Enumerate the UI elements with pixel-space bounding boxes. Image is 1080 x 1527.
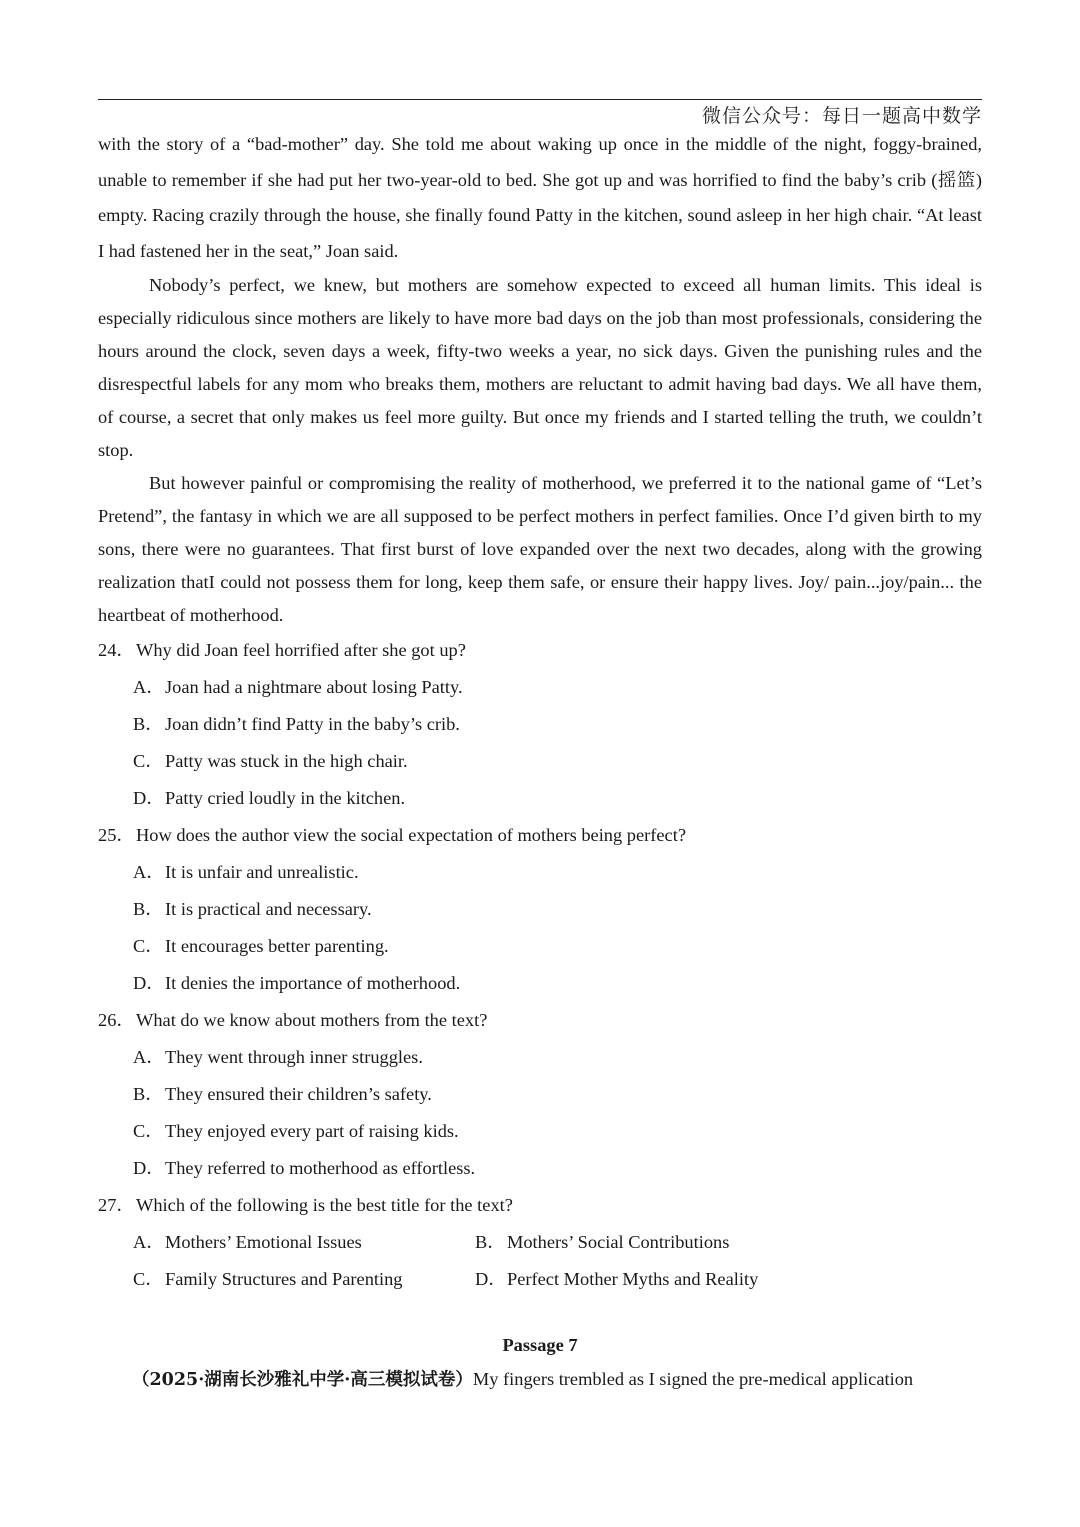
question-text: How does the author view the social expectation of mothers being perfect? xyxy=(136,825,686,845)
page-content xyxy=(98,127,982,1396)
option-text: Mothers’ Emotional Issues xyxy=(165,1232,362,1252)
option-text: They went through inner struggles. xyxy=(165,1047,423,1067)
option-c[interactable] xyxy=(133,1261,475,1298)
question-stem xyxy=(98,817,982,854)
passage-7-source: （2025·湖南长沙雅礼中学·高三模拟试卷） xyxy=(132,1370,473,1390)
header-source: 微信公众号：每日一题高中数学 xyxy=(701,105,982,127)
passage-7-title: Passage 7 xyxy=(502,1335,578,1355)
option-text: It is unfair and unrealistic. xyxy=(165,862,359,882)
question-text: Why did Joan feel horrified after she got up? xyxy=(136,640,466,660)
option-text: Joan had a nightmare about losing Patty. xyxy=(165,677,463,697)
option-letter: C． xyxy=(133,936,164,956)
option-row xyxy=(98,1261,982,1298)
option-letter: C． xyxy=(133,1269,164,1289)
option-c[interactable] xyxy=(98,928,982,965)
option-list xyxy=(98,1039,982,1187)
passage-7-first-line: My fingers trembled as I signed the pre-medical application xyxy=(472,1369,914,1389)
question-26 xyxy=(98,1002,982,1187)
option-text: Perfect Mother Myths and Reality xyxy=(507,1269,759,1289)
option-b[interactable] xyxy=(98,706,982,743)
option-a[interactable] xyxy=(98,854,982,891)
option-text: Joan didn’t find Patty in the baby’s crib. xyxy=(165,714,460,734)
option-letter: D． xyxy=(133,973,165,993)
question-stem xyxy=(98,1002,982,1039)
option-list xyxy=(98,669,982,817)
question-number: 27． xyxy=(98,1195,135,1215)
question-text: Which of the following is the best title for the text? xyxy=(136,1195,513,1215)
option-letter: B． xyxy=(475,1232,506,1252)
option-d[interactable] xyxy=(98,780,982,817)
question-stem xyxy=(98,1187,982,1224)
option-list xyxy=(98,854,982,1002)
option-text: Patty cried loudly in the kitchen. xyxy=(165,788,406,808)
option-letter: A． xyxy=(133,1232,165,1252)
option-d[interactable] xyxy=(475,1261,817,1298)
option-text: They referred to motherhood as effortless. xyxy=(165,1158,476,1178)
option-text: It is practical and necessary. xyxy=(165,899,372,919)
option-letter: B． xyxy=(133,899,164,919)
option-row xyxy=(98,1224,982,1261)
option-c[interactable] xyxy=(98,1113,982,1150)
option-text: Mothers’ Social Contributions xyxy=(507,1232,730,1252)
question-24 xyxy=(98,632,982,817)
option-letter: A． xyxy=(133,862,165,882)
passage-paragraph-3: But however painful or compromising the reality of motherhood, we preferred it to the national game of “Let’s Pretend”, the fantasy in which we are all supposed to be perfect mothers in perfect families. Once I’d given birth to my sons, there were no guarantees. That first burst of love expanded over the next two decades, along with the growing realization thatI could not possess them for long, keep them safe, or ensure their happy lives. Joy/ pain...joy/pain... the heartbeat of motherhood. xyxy=(98,473,982,625)
option-letter: D． xyxy=(133,788,165,808)
option-text: It denies the importance of motherhood. xyxy=(165,973,461,993)
option-text: They enjoyed every part of raising kids. xyxy=(165,1121,459,1141)
option-letter: B． xyxy=(133,714,164,734)
option-a[interactable] xyxy=(98,669,982,706)
option-letter: C． xyxy=(133,1121,164,1141)
question-number: 24． xyxy=(98,640,135,660)
option-b[interactable] xyxy=(475,1224,817,1261)
option-text: Family Structures and Parenting xyxy=(165,1269,403,1289)
option-d[interactable] xyxy=(98,965,982,1002)
question-number: 26． xyxy=(98,1010,135,1030)
question-number: 25． xyxy=(98,825,135,845)
question-stem xyxy=(98,632,982,669)
option-d[interactable] xyxy=(98,1150,982,1187)
option-list xyxy=(98,1224,982,1298)
option-letter: C． xyxy=(133,751,164,771)
option-c[interactable] xyxy=(98,743,982,780)
option-letter: B． xyxy=(133,1084,164,1104)
passage-paragraph-1: with the story of a “bad-mother” day. She told me about waking up once in the middle of the night, foggy-brained, unable to remember if she had put her two-year-old to bed. She got up and was horrified to find the baby’s crib (摇篮) empty. Racing crazily through the house, she finally found Patty in the kitchen, sound asleep in her high chair. “At least I had fastened her in the seat,” Joan said. xyxy=(98,134,982,261)
header-rule xyxy=(98,99,982,100)
passage-7-intro xyxy=(98,1364,982,1396)
option-text: They ensured their children’s safety. xyxy=(165,1084,432,1104)
question-text: What do we know about mothers from the text? xyxy=(136,1010,488,1030)
option-text: It encourages better parenting. xyxy=(165,936,389,956)
option-a[interactable] xyxy=(98,1039,982,1076)
option-a[interactable] xyxy=(133,1224,475,1261)
option-b[interactable] xyxy=(98,891,982,928)
option-letter: D． xyxy=(133,1158,165,1178)
option-letter: D． xyxy=(475,1269,507,1289)
question-25 xyxy=(98,817,982,1002)
option-b[interactable] xyxy=(98,1076,982,1113)
passage-paragraph-2: Nobody’s perfect, we knew, but mothers are somehow expected to exceed all human limits. This ideal is especially ridiculous since mothers are likely to have more bad days on the job than most professionals, considering the hours around the clock, seven days a week, fifty-two weeks a year, no sick days. Given the punishing rules and the disrespectful labels for any mom who breaks them, mothers are reluctant to admit having bad days. We all have them, of course, a secret that only makes us feel more guilty. But once my friends and I started telling the truth, we couldn’t stop. xyxy=(98,275,982,460)
option-letter: A． xyxy=(133,677,165,697)
question-27 xyxy=(98,1187,982,1298)
option-text: Patty was stuck in the high chair. xyxy=(165,751,408,771)
option-letter: A． xyxy=(133,1047,165,1067)
